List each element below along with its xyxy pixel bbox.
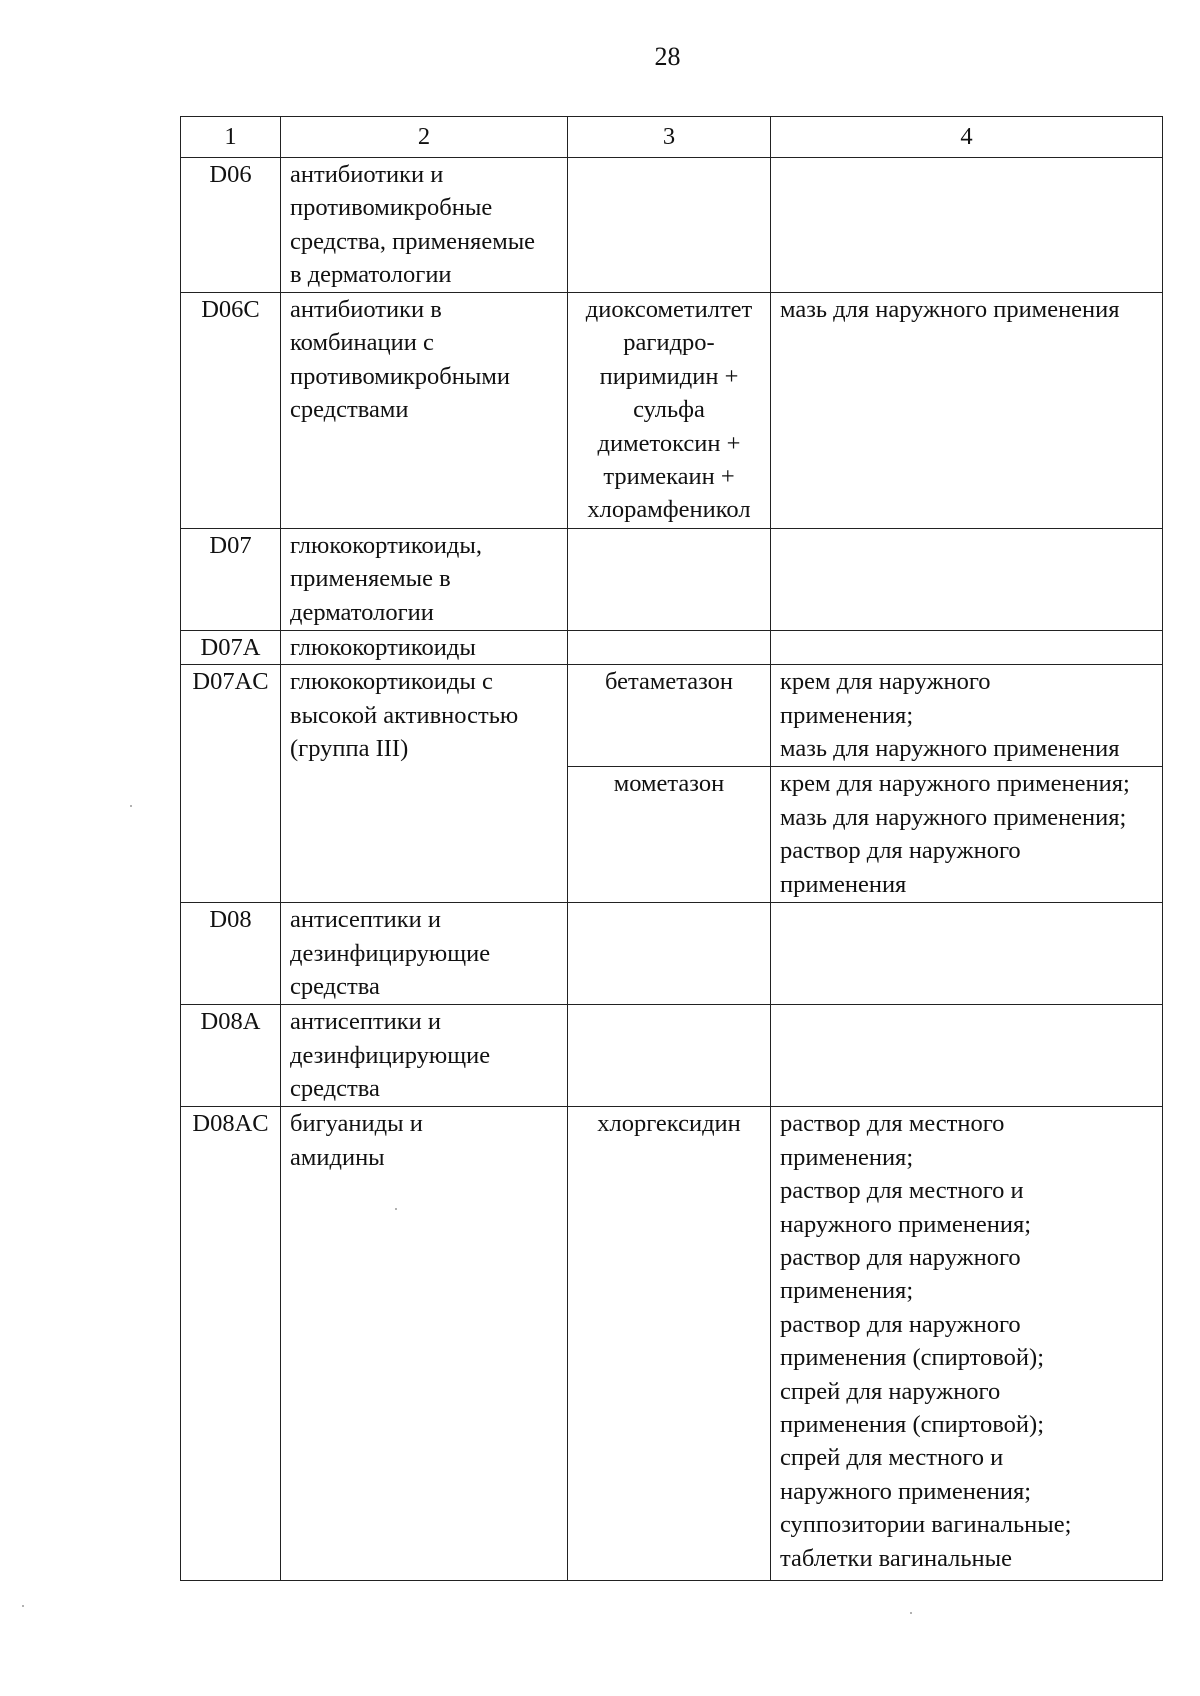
drug-name (568, 158, 771, 293)
group-name-line: средства, применяемые (290, 227, 536, 255)
table-row (181, 903, 1163, 1005)
dosage-forms (771, 631, 1163, 665)
table-row (181, 1107, 1163, 1581)
drug-name-line: диметоксин + (597, 429, 741, 457)
drug-name-line: хлоргексидин (597, 1110, 741, 1138)
table-row (181, 665, 1163, 767)
dosage-form-line: раствор для местного (780, 1110, 1005, 1138)
group-name-line: дерматологии (290, 598, 434, 626)
atc-code: D06 (181, 158, 281, 293)
table-row (181, 293, 1163, 529)
group-name (281, 293, 568, 529)
atc-code: D07AC (181, 665, 281, 903)
group-name-line: противомикробными (290, 362, 510, 390)
dosage-forms (771, 293, 1163, 529)
dosage-forms (771, 1005, 1163, 1107)
dosage-form-line: наружного применения; (780, 1477, 1032, 1505)
group-name-line: противомикробные (290, 194, 493, 222)
dosage-form-line: раствор для наружного (780, 1310, 1021, 1338)
table-header-row (181, 117, 1163, 158)
dosage-form-line: таблетки вагинальные (780, 1544, 1013, 1572)
scan-speck (22, 1605, 24, 1607)
drug-list-table (180, 116, 1163, 1581)
group-name-line: амидины (290, 1143, 385, 1171)
group-name-line: глюкокортикоиды, (290, 532, 482, 559)
group-name-line: антисептики и (290, 1008, 442, 1036)
group-name-line: глюкокортикоиды (290, 634, 476, 661)
dosage-form-line: применения; (780, 1277, 914, 1305)
dosage-form-line: применения (спиртовой); (780, 1344, 1044, 1372)
group-name (281, 1005, 568, 1107)
column-header-group: 2 (281, 117, 568, 158)
drug-name (568, 529, 771, 631)
drug-name-line: бетаметазон (604, 668, 734, 696)
scan-speck (130, 805, 132, 807)
dosage-form-line: раствор для наружного (780, 837, 1021, 865)
dosage-form-line: раствор для наружного (780, 1244, 1021, 1272)
dosage-forms (771, 1107, 1163, 1581)
group-name-line: антибиотики в (290, 296, 442, 323)
dosage-form-line: раствор для местного и (780, 1177, 1024, 1205)
table-row (181, 631, 1163, 665)
atc-code: D08 (181, 903, 281, 1005)
group-name-line: комбинации с (290, 329, 434, 357)
group-name-line: антисептики и (290, 906, 442, 934)
atc-code: D06C (181, 293, 281, 529)
scan-speck (395, 1208, 397, 1210)
group-name (281, 158, 568, 293)
group-name-line: средствами (290, 396, 409, 424)
dosage-forms (771, 529, 1163, 631)
dosage-form-line: мазь для наружного применения (780, 296, 1120, 323)
atc-code: D07A (181, 631, 281, 665)
drug-name-line: мометазон (613, 770, 725, 798)
group-name-line: (группа III) (290, 735, 409, 763)
column-header-forms: 4 (771, 117, 1163, 158)
column-header-drug: 3 (568, 117, 771, 158)
dosage-form-line: применения; (780, 1143, 914, 1171)
dosage-forms (771, 665, 1163, 767)
table-row (181, 1005, 1163, 1107)
atc-code: D08A (181, 1005, 281, 1107)
group-name (281, 1107, 568, 1581)
group-name-line: высокой активностью (290, 701, 519, 729)
dosage-form-line: применения; (780, 701, 914, 729)
group-name (281, 665, 568, 903)
drug-name-line: диоксометилтет (585, 296, 753, 323)
dosage-form-line: крем для наружного (780, 668, 991, 696)
group-name-line: дезинфицирующие (290, 939, 491, 967)
atc-code: D08AC (181, 1107, 281, 1581)
drug-name (568, 293, 771, 529)
table-row (181, 529, 1163, 631)
drug-name-line: тримекаин + (603, 463, 735, 491)
group-name-line: дезинфицирующие (290, 1041, 491, 1069)
drug-name (568, 767, 771, 903)
group-name (281, 903, 568, 1005)
drug-name-line: пиримидин + (599, 362, 739, 390)
drug-name (568, 903, 771, 1005)
dosage-form-line: крем для наружного применения; (780, 770, 1130, 798)
dosage-form-line: применения (спиртовой); (780, 1411, 1044, 1439)
group-name-line: бигуаниды и (290, 1110, 423, 1138)
column-header-code: 1 (181, 117, 281, 158)
group-name-line: средства (290, 973, 380, 1001)
drug-name-line: сульфа (633, 396, 705, 424)
dosage-form-line: применения (780, 870, 907, 898)
dosage-form-line: суппозитории вагинальные; (780, 1511, 1072, 1539)
page-number: 28 (654, 42, 681, 71)
group-name (281, 529, 568, 631)
drug-name (568, 1005, 771, 1107)
dosage-forms (771, 158, 1163, 293)
dosage-form-line: спрей для местного и (780, 1444, 1004, 1472)
drug-name (568, 1107, 771, 1581)
drug-name (568, 665, 771, 767)
drug-name-line: хлорамфеникол (587, 496, 751, 524)
atc-code: D07 (181, 529, 281, 631)
table-row (181, 158, 1163, 293)
dosage-form-line: наружного применения; (780, 1210, 1032, 1238)
drug-name-line: рагидро- (623, 329, 715, 357)
dosage-form-line: спрей для наружного (780, 1377, 1001, 1405)
dosage-forms (771, 903, 1163, 1005)
drug-name (568, 631, 771, 665)
group-name-line: антибиотики и (290, 161, 444, 188)
dosage-form-line: мазь для наружного применения; (780, 803, 1127, 831)
dosage-forms (771, 767, 1163, 903)
group-name-line: в дерматологии (290, 261, 452, 289)
group-name-line: применяемые в (290, 565, 451, 593)
dosage-form-line: мазь для наружного применения (780, 735, 1120, 763)
group-name-line: глюкокортикоиды с (290, 668, 493, 696)
group-name-line: средства (290, 1075, 380, 1103)
scan-speck (910, 1612, 912, 1614)
group-name (281, 631, 568, 665)
